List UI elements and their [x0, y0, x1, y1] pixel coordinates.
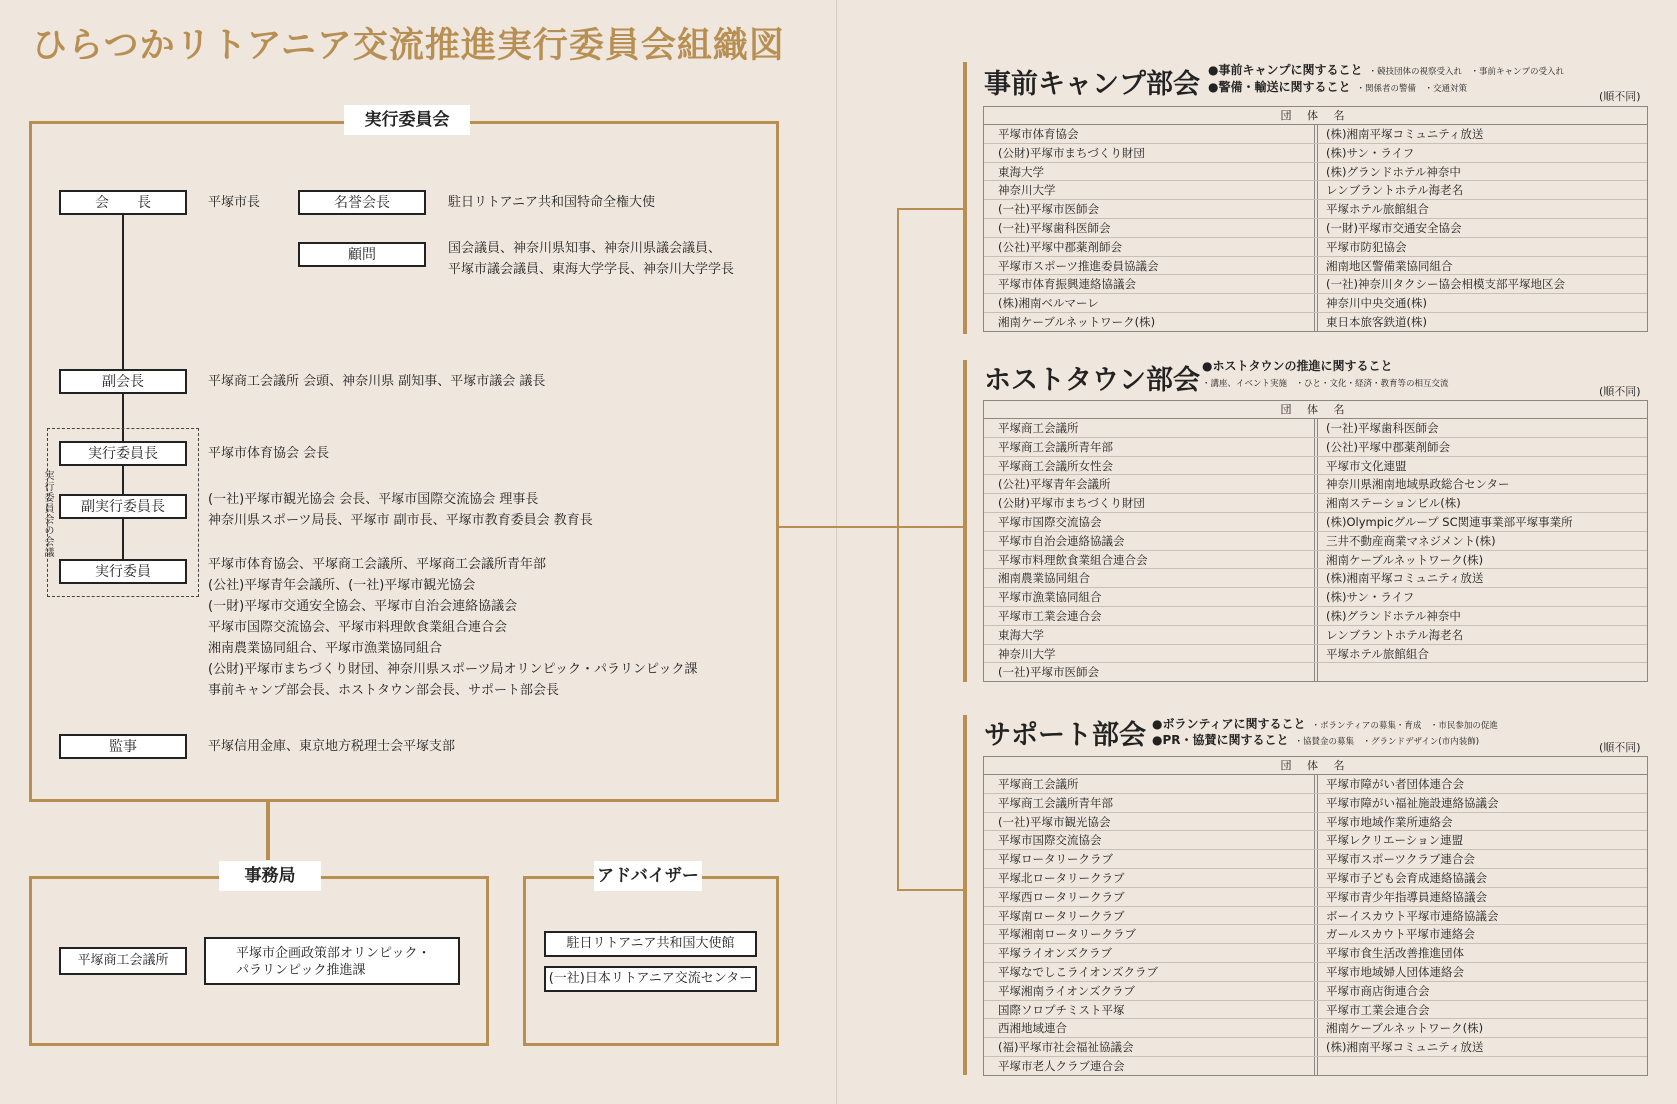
camp-table — [983, 106, 1648, 332]
support-table-cell: 平塚市スポーツクラブ連合会 — [1326, 852, 1475, 867]
table-row-divider — [984, 493, 1647, 494]
table-row-divider — [984, 162, 1647, 163]
table-row-divider — [984, 793, 1647, 794]
host-table-cell: 平塚商工会議所女性会 — [998, 458, 1113, 473]
table-row-divider — [984, 456, 1647, 457]
host-section-title: ホストタウン部会 — [984, 365, 1200, 396]
host-table-cell: (公社)平塚中郡薬剤師会 — [1326, 439, 1450, 454]
adviser-item-exchange-center: (一社)日本リトアニア交流センター — [544, 966, 757, 992]
camp-table-cell: 神奈川大学 — [998, 183, 1056, 198]
support-table-cell: 平塚市障がい福祉施設連絡協議会 — [1326, 795, 1499, 810]
host-table-cell: 平塚商工会議所青年部 — [998, 439, 1113, 454]
table-row-divider — [984, 606, 1647, 607]
support-table-cell: 平塚市食生活改善推進団体 — [1326, 946, 1464, 961]
support-bullet-2: ●PR・協賛に関すること ・協賛金の募集 ・グランドデザイン(市内装飾) — [1152, 733, 1480, 747]
table-row-divider — [984, 218, 1647, 219]
table-row-divider — [984, 274, 1647, 275]
support-table-cell: ガールスカウト平塚市連絡会 — [1326, 927, 1475, 942]
table-row-divider — [984, 830, 1647, 831]
role-exec-chair: 実行委員長 — [59, 441, 187, 466]
host-table-cell: (株)湘南平塚コミュニティ放送 — [1326, 571, 1484, 586]
table-row-divider — [984, 474, 1647, 475]
tree-vertical — [897, 208, 899, 890]
camp-table-cell: 平塚ホテル旅館組合 — [1326, 202, 1429, 217]
tree-horizontal-main — [779, 526, 898, 528]
support-table-cell: 国際ソロプチミスト平塚 — [998, 1002, 1125, 1017]
support-table-cell: 平塚北ロータリークラブ — [998, 871, 1125, 885]
table-row-divider — [984, 568, 1647, 569]
host-table — [983, 400, 1648, 682]
camp-table-column-divider — [1314, 124, 1318, 331]
support-order-note: (順不同) — [1599, 741, 1641, 754]
secretariat-connector — [266, 802, 270, 860]
support-table-cell: 平塚商工会議所青年部 — [998, 795, 1113, 810]
camp-table-cell: 東日本旅客鉄道(株) — [1326, 315, 1427, 329]
table-row-divider — [984, 293, 1647, 294]
host-table-cell: 東海大学 — [998, 627, 1044, 642]
support-table-cell: (株)湘南平塚コミュニティ放送 — [1326, 1040, 1484, 1055]
support-table-cell: 平塚市青少年指導員連絡協議会 — [1326, 889, 1487, 904]
host-table-cell: (株)Olympicグループ SC関連事業部平塚事業所 — [1326, 515, 1573, 529]
table-row-divider — [984, 237, 1647, 238]
host-bullet-2: ・講座、イベント実施 ・ひと・文化・経済・教育等の相互交流 — [1202, 379, 1449, 389]
host-table-cell: (株)サン・ライフ — [1326, 590, 1415, 605]
support-table-cell: ボーイスカウト平塚市連絡協議会 — [1326, 908, 1499, 923]
table-row-divider — [984, 849, 1647, 850]
adviser-frame — [523, 876, 779, 1046]
table-row-divider — [984, 943, 1647, 944]
host-table-header: 団 体 名 — [984, 401, 1647, 419]
vice-exec-chair-desc: (一社)平塚市観光協会 会長、平塚市国際交流協会 理事長 神奈川県スポーツ局長、平塚市 副市長、平塚市教育委員会 教育長 — [208, 492, 593, 528]
camp-table-cell: (一社)平塚歯科医師会 — [998, 221, 1111, 235]
support-section-title: サポート部会 — [984, 720, 1146, 751]
support-section-bar — [963, 715, 967, 1075]
camp-table-cell: (株)グランドホテル神奈中 — [1326, 164, 1461, 179]
camp-bullet-1: ●事前キャンプに関すること ・競技団体の視察受入れ ・事前キャンプの受入れ — [1208, 63, 1564, 77]
support-table-cell: 平塚市老人クラブ連合会 — [998, 1059, 1125, 1073]
host-table-cell: 平塚ホテル旅館組合 — [1326, 646, 1429, 661]
host-table-cell: 平塚市自治会連絡協議会 — [998, 533, 1125, 548]
vice-chair-desc: 平塚商工会議所 会頭、神奈川県 副知事、平塚市議会 議長 — [208, 374, 546, 389]
camp-table-cell: (一財)平塚市交通安全協会 — [1326, 221, 1462, 235]
meeting-group-label: 実行委員会の会議 — [42, 470, 53, 558]
host-table-cell: レンブラントホテル海老名 — [1326, 627, 1464, 642]
camp-table-cell: 平塚市体育協会 — [998, 127, 1079, 141]
adviser-item-embassy: 駐日リトアニア共和国大使館 — [544, 931, 757, 957]
exec-member-desc: 平塚市体育協会、平塚商工会議所、平塚商工会議所青年部 (公社)平塚青年会議所、(一社)平塚市観光協会 (一財)平塚市交通安全協会、平塚市自治会連絡協議会 平塚市国際交流協会、平塚市料理飲食業組合連合会 湘南農業協同組合、平塚市漁業協同組合 (公財)平塚市まちづくり財団、神奈川県スポーツ局オリンピック・パラリンピック課 事前キャンプ部会長、ホストタウン部会長、サポート部会長 — [208, 557, 698, 698]
role-advisor: 顧問 — [298, 242, 426, 267]
table-row-divider — [984, 180, 1647, 181]
support-table-cell: 平塚市地域作業所連絡会 — [1326, 814, 1453, 829]
table-row-divider — [984, 812, 1647, 813]
committee-label: 実行委員会 — [344, 105, 470, 135]
table-row-divider — [984, 887, 1647, 888]
host-table-cell: 湘南農業協同組合 — [998, 571, 1090, 586]
support-table-cell: 平塚市工業会連合会 — [1326, 1002, 1430, 1017]
support-table-cell: 平塚西ロータリークラブ — [998, 889, 1125, 904]
role-vice-chair: 副会長 — [59, 369, 187, 394]
table-row-divider — [984, 199, 1647, 200]
support-table-cell: 平塚市商店街連合会 — [1326, 983, 1430, 998]
table-row-divider — [984, 312, 1647, 313]
tree-branch-support — [897, 889, 963, 891]
support-table-cell: 平塚商工会議所 — [998, 777, 1079, 791]
host-table-cell: 平塚市漁業協同組合 — [998, 590, 1102, 605]
table-row-divider — [984, 962, 1647, 963]
camp-table-cell: 平塚市防犯協会 — [1326, 239, 1407, 254]
camp-table-cell: 東海大学 — [998, 164, 1044, 179]
role-honorary-chair: 名誉会長 — [298, 190, 426, 215]
support-table-cell: 平塚市国際交流協会 — [998, 833, 1102, 848]
support-table-cell: 平塚ロータリークラブ — [998, 852, 1113, 867]
host-table-cell: (一社)平塚歯科医師会 — [1326, 421, 1439, 435]
support-table-cell: (福)平塚市社会福祉協議会 — [998, 1040, 1134, 1055]
tree-branch-camp — [897, 208, 963, 210]
table-row-divider — [984, 512, 1647, 513]
support-table-cell: (一社)平塚市観光協会 — [998, 814, 1111, 829]
camp-order-note: (順不同) — [1599, 90, 1641, 103]
table-row-divider — [984, 644, 1647, 645]
table-row-divider — [984, 531, 1647, 532]
host-table-cell: (公財)平塚市まちづくり財団 — [998, 496, 1145, 511]
camp-table-header: 団 体 名 — [984, 107, 1647, 125]
camp-table-cell: 平塚市スポーツ推進委員協議会 — [998, 258, 1159, 273]
chain-line-upper — [122, 213, 124, 371]
camp-table-cell: (一社)平塚市医師会 — [998, 202, 1099, 217]
camp-table-cell: (公社)平塚中郡薬剤師会 — [998, 239, 1122, 254]
host-table-cell: (一社)平塚市医師会 — [998, 665, 1099, 680]
host-table-cell: 平塚市料理飲食業組合連合会 — [998, 552, 1148, 567]
advisor-desc: 国会議員、神奈川県知事、神奈川県議会議員、 平塚市議会議員、東海大学学長、神奈川大学学長 — [448, 241, 735, 277]
table-row-divider — [984, 1018, 1647, 1019]
camp-table-cell: 湘南ケーブルネットワーク(株) — [998, 315, 1156, 329]
host-table-cell: 湘南ステーションビル(株) — [1326, 496, 1461, 511]
host-table-cell: (公社)平塚青年会議所 — [998, 477, 1111, 492]
camp-table-cell: (株)湘南平塚コミュニティ放送 — [1326, 127, 1484, 141]
support-table-cell: 平塚市地域婦人団体連絡会 — [1326, 965, 1464, 979]
support-bullet-1: ●ボランティアに関すること ・ボランティアの募集・育成 ・市民参加の促進 — [1152, 717, 1498, 731]
table-row-divider — [984, 1037, 1647, 1038]
camp-table-cell: (株)サン・ライフ — [1326, 145, 1415, 160]
camp-section-title: 事前キャンプ部会 — [984, 69, 1200, 100]
support-table-cell: 平塚湘南ロータリークラブ — [998, 927, 1136, 942]
table-row-divider — [984, 981, 1647, 982]
host-table-cell: (株)グランドホテル神奈中 — [1326, 609, 1461, 623]
honorary-chair-desc: 駐日リトアニア共和国特命全権大使 — [448, 195, 655, 210]
role-vice-exec-chair: 副実行委員長 — [59, 494, 187, 519]
host-order-note: (順不同) — [1599, 385, 1641, 398]
auditor-desc: 平塚信用金庫、東京地方税理士会平塚支部 — [208, 739, 456, 754]
camp-table-cell: 神奈川中央交通(株) — [1326, 296, 1427, 311]
chair-desc: 平塚市長 — [208, 195, 261, 210]
support-table-cell: 平塚レクリエーション連盟 — [1326, 833, 1464, 848]
adviser-label: アドバイザー — [594, 861, 702, 891]
role-auditor: 監事 — [59, 734, 187, 759]
support-table-cell: 平塚なでしこライオンズクラブ — [998, 965, 1158, 979]
host-table-cell: 平塚市工業会連合会 — [998, 609, 1102, 623]
support-table — [983, 756, 1648, 1076]
page-title: ひらつかリトアニア交流推進実行委員会組織図 — [32, 26, 785, 66]
host-table-cell: 湘南ケーブルネットワーク(株) — [1326, 552, 1484, 567]
camp-table-cell: レンブラントホテル海老名 — [1326, 183, 1464, 198]
secretariat-label: 事務局 — [219, 861, 321, 891]
table-row-divider — [984, 868, 1647, 869]
table-row-divider — [984, 550, 1647, 551]
camp-table-cell: 湘南地区警備業協同組合 — [1326, 258, 1453, 273]
host-table-cell: 三井不動産商業マネジメント(株) — [1326, 533, 1496, 548]
secretariat-item-chamber: 平塚商工会議所 — [59, 947, 187, 975]
table-row-divider — [984, 924, 1647, 925]
table-row-divider — [984, 143, 1647, 144]
host-table-cell: 平塚市国際交流協会 — [998, 515, 1102, 529]
table-row-divider — [984, 587, 1647, 588]
table-row-divider — [984, 1000, 1647, 1001]
role-exec-member: 実行委員 — [59, 559, 187, 584]
support-table-header: 団 体 名 — [984, 757, 1647, 775]
support-table-cell: 平塚市障がい者団体連合会 — [1326, 777, 1464, 791]
table-row-divider — [984, 256, 1647, 257]
secretariat-item-olympic-division: 平塚市企画政策部オリンピック・ パラリンピック推進課 — [204, 937, 460, 985]
camp-table-cell: 平塚市体育振興連絡協議会 — [998, 277, 1136, 292]
host-table-cell: 神奈川県湘南地域県政総合センター — [1326, 477, 1510, 492]
host-table-cell: 平塚市文化連盟 — [1326, 458, 1407, 473]
host-bullet-1: ●ホストタウンの推進に関すること — [1202, 359, 1393, 373]
role-chair: 会 長 — [59, 190, 187, 215]
camp-section-bar — [963, 62, 967, 334]
host-table-cell: 平塚商工会議所 — [998, 421, 1079, 435]
table-row-divider — [984, 662, 1647, 663]
page-fold-divider — [836, 0, 837, 1104]
host-section-bar — [963, 360, 967, 682]
exec-chair-desc: 平塚市体育協会 会長 — [208, 446, 330, 461]
support-table-cell: 湘南ケーブルネットワーク(株) — [1326, 1021, 1484, 1036]
support-table-cell: 平塚市子ども会育成連絡協議会 — [1326, 871, 1487, 885]
support-table-cell: 西湘地域連合 — [998, 1021, 1067, 1036]
host-table-cell: 神奈川大学 — [998, 646, 1056, 661]
camp-table-cell: (一社)神奈川タクシー協会相模支部平塚地区会 — [1326, 277, 1565, 292]
camp-table-cell: (公財)平塚市まちづくり財団 — [998, 145, 1145, 160]
support-table-cell: 平塚南ロータリークラブ — [998, 908, 1125, 923]
table-row-divider — [984, 1056, 1647, 1057]
support-table-cell: 平塚湘南ライオンズクラブ — [998, 983, 1135, 998]
camp-table-cell: (株)湘南ベルマーレ — [998, 296, 1099, 311]
table-row-divider — [984, 625, 1647, 626]
tree-branch-host — [897, 526, 963, 528]
table-row-divider — [984, 437, 1647, 438]
table-row-divider — [984, 906, 1647, 907]
support-table-cell: 平塚ライオンズクラブ — [998, 946, 1112, 961]
camp-bullet-2: ●警備・輸送に関すること ・関係者の警備 ・交通対策 — [1208, 80, 1467, 94]
